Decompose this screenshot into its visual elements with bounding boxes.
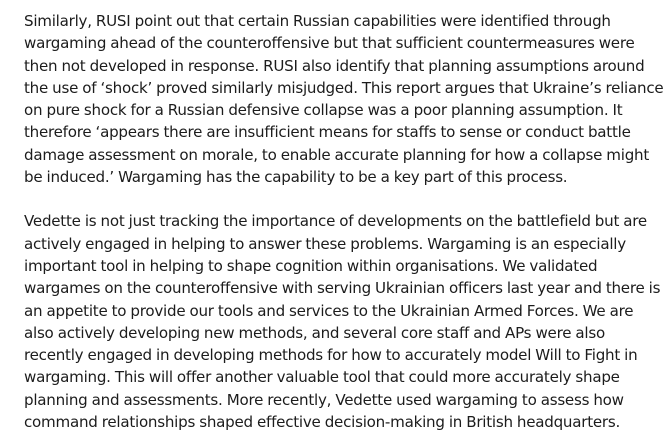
text-line: an appetite to provide our tools and services to the Ukrainian Armed Forces. We are [24,301,634,320]
text-line: recently engaged in developing methods for how to accurately model Will to Fight in [24,346,638,365]
text-line: be induced.’ Wargaming has the capability to be a key part of this process. [24,168,568,187]
text-line: the use of ‘shock’ proved similarly misjudged. This report argues that Ukraine’s reliance [24,78,664,97]
text-line: wargames on the counteroffensive with serving Ukrainian officers last year and there is [24,279,661,298]
text-line: actively engaged in helping to answer these problems. Wargaming is an especially [24,234,626,253]
text-line: important tool in helping to shape cognition within organisations. We validated [24,256,598,275]
text-line: planning and assessments. More recently, Vedette used wargaming to assess how [24,390,624,409]
text-line: Vedette is not just tracking the importance of developments on the battlefield but are [24,212,647,231]
text-line: then not developed in response. RUSI also identify that planning assumptions around [24,56,645,75]
text-line: on pure shock for a Russian defensive collapse was a poor planning assumption. It [24,101,623,120]
text-line: wargaming ahead of the counteroffensive but that sufficient countermeasures were [24,34,635,53]
paragraph-vedette-engagement [24,210,661,433]
text-line: wargaming. This will offer another valuable tool that could more accurately shape [24,368,620,387]
text-line: also actively developing new methods, and several core staff and APs were also [24,323,605,342]
text-line: therefore ‘appears there are insufficient means for staffs to sense or conduct battle [24,123,631,142]
paragraph-rusi-wargaming [24,10,664,188]
text-line: command relationships shaped effective decision-making in British headquarters. [24,413,621,432]
text-line: Similarly, RUSI point out that certain Russian capabilities were identified through [24,12,611,30]
text-line: damage assessment on morale, to enable accurate planning for how a collapse might [24,145,650,164]
